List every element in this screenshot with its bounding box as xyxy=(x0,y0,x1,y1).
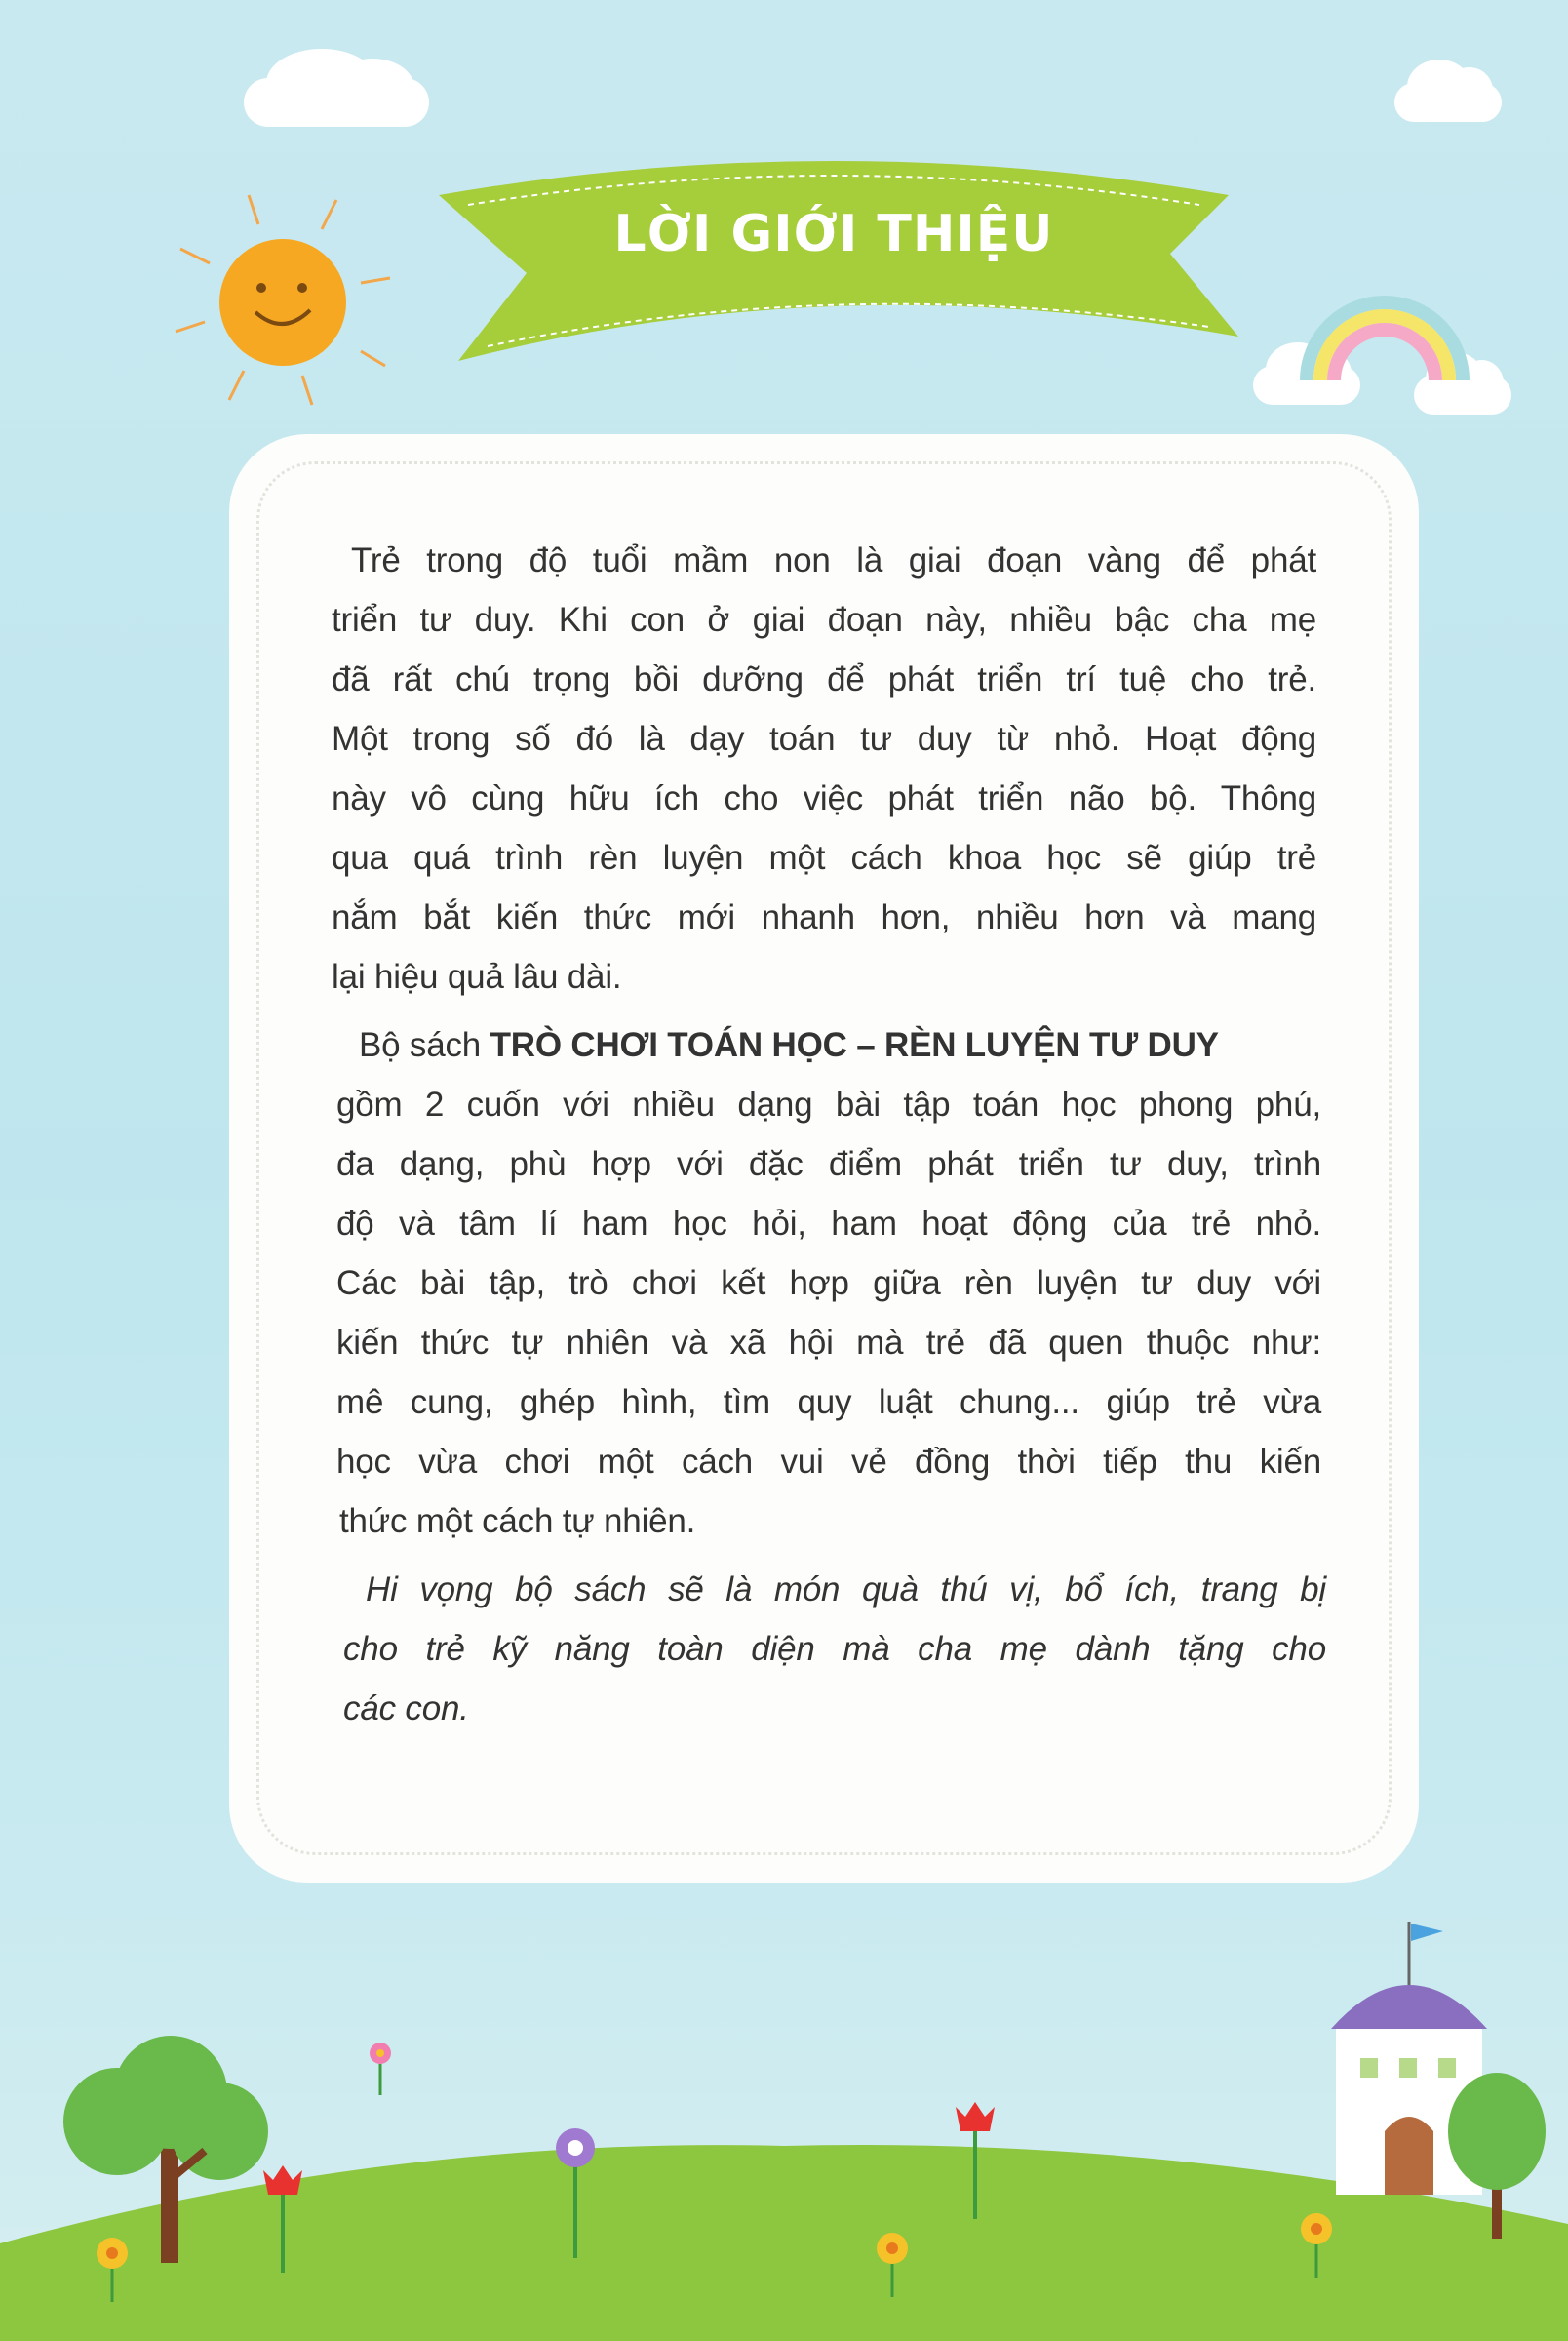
title-banner xyxy=(429,127,1238,371)
text-line: triển tư duy. Khi con ở giai đoạn này, nhiều bậc cha mẹ xyxy=(332,601,1316,639)
text-line: nắm bắt kiến thức mới nhanh hơn, nhiều hơn và mang xyxy=(332,898,1316,936)
page-title: LỜI GIỚI THIỆU xyxy=(613,205,1054,263)
flower-icon xyxy=(361,2039,400,2097)
text-line: Hi vọng bộ sách sẽ là món quà thú vị, bổ ích, trang bị xyxy=(366,1570,1326,1608)
text-line: thức một cách tự nhiên. xyxy=(339,1502,696,1540)
text-line: Các bài tập, trò chơi kết hợp giữa rèn luyện tư duy với xyxy=(336,1264,1321,1302)
text-line: này vô cùng hữu ích cho việc phát triển não bộ. Thông xyxy=(332,779,1316,817)
text-line: cho trẻ kỹ năng toàn diện mà cha mẹ dành tặng cho xyxy=(343,1630,1326,1668)
text-line: độ và tâm lí ham học hỏi, ham hoạt động của trẻ nhỏ. xyxy=(336,1205,1321,1243)
cloud-decoration xyxy=(244,78,429,127)
cloud-decoration xyxy=(1394,83,1502,122)
tulip-icon xyxy=(946,2097,1004,2224)
flower-icon xyxy=(88,2234,137,2302)
sun-icon xyxy=(166,185,400,419)
text-line: mê cung, ghép hình, tìm quy luật chung... giúp trẻ vừa xyxy=(336,1383,1321,1421)
flower-icon xyxy=(541,2126,609,2263)
text-line: học vừa chơi một cách vui vẻ đồng thời tiếp thu kiến xyxy=(336,1443,1321,1481)
rainbow-icon xyxy=(1287,273,1482,390)
text-line: gồm 2 cuốn với nhiều dạng bài tập toán học phong phú, xyxy=(336,1086,1321,1124)
small-tree-icon xyxy=(1443,2068,1550,2243)
flower-icon xyxy=(1292,2209,1341,2278)
tulip-icon xyxy=(254,2161,312,2278)
text-line: kiến thức tự nhiên và xã hội mà trẻ đã quen thuộc như: xyxy=(336,1324,1321,1362)
text-line: đa dạng, phù hợp với đặc điểm phát triển tư duy, trình xyxy=(336,1145,1321,1183)
text-line: Một trong số đó là dạy toán tư duy từ nhỏ. Hoạt động xyxy=(332,720,1316,758)
text-fragment: Bộ sách xyxy=(359,1026,490,1064)
tree-icon xyxy=(59,2034,273,2268)
text-line: lại hiệu quả lâu dài. xyxy=(332,958,622,996)
text-line xyxy=(359,1026,1319,1065)
flower-icon xyxy=(868,2229,917,2297)
book-title: TRÒ CHƠI TOÁN HỌC – RÈN LUYỆN TƯ DUY xyxy=(490,1026,1219,1064)
text-line: đã rất chú trọng bồi dưỡng để phát triển trí tuệ cho trẻ. xyxy=(332,660,1316,698)
text-line: các con. xyxy=(343,1689,469,1727)
text-line: Trẻ trong độ tuổi mầm non là giai đoạn vàng để phát xyxy=(351,541,1316,579)
text-line: qua quá trình rèn luyện một cách khoa học sẽ giúp trẻ xyxy=(332,839,1316,877)
